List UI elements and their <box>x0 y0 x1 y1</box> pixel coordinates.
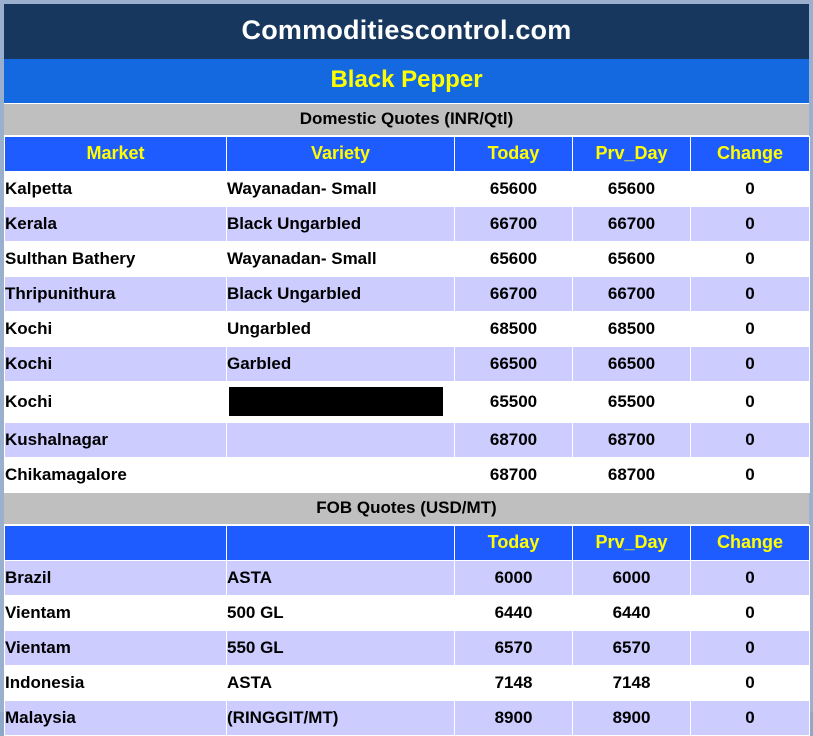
cell-market: Kochi <box>5 312 227 347</box>
cell-today: 65600 <box>455 242 573 277</box>
cell-today: 6570 <box>455 631 573 666</box>
fob-quotes-table <box>4 525 810 736</box>
cell-prv-day: 65600 <box>573 242 691 277</box>
cell-prv-day: 65500 <box>573 382 691 423</box>
cell-today: 6000 <box>455 561 573 596</box>
cell-prv-day: 8900 <box>573 701 691 736</box>
cell-change: 0 <box>691 242 810 277</box>
column-header-today: Today <box>455 137 573 172</box>
column-header-variety: Variety <box>227 137 455 172</box>
cell-grade: ASTA <box>227 561 455 596</box>
cell-variety: Black Ungarbled <box>227 207 455 242</box>
cell-today: 7148 <box>455 666 573 701</box>
table-row <box>5 561 810 596</box>
cell-market: Thripunithura <box>5 277 227 312</box>
cell-prv-day: 66700 <box>573 277 691 312</box>
column-header-change: Change <box>691 526 810 561</box>
table-row <box>5 312 810 347</box>
cell-change: 0 <box>691 458 810 493</box>
cell-variety: Ungarbled <box>227 312 455 347</box>
cell-change: 0 <box>691 277 810 312</box>
fob-section-header: FOB Quotes (USD/MT) <box>4 493 809 525</box>
domestic-quotes-table <box>4 136 810 493</box>
table-row <box>5 701 810 736</box>
cell-grade: ASTA <box>227 666 455 701</box>
report-card <box>4 4 809 736</box>
table-row <box>5 172 810 207</box>
fob-header-row <box>5 526 810 561</box>
cell-market: Kochi <box>5 382 227 423</box>
cell-today: 68500 <box>455 312 573 347</box>
cell-prv-day: 68700 <box>573 458 691 493</box>
table-row <box>5 277 810 312</box>
column-header-market: Market <box>5 137 227 172</box>
table-row <box>5 423 810 458</box>
cell-market: Kerala <box>5 207 227 242</box>
cell-prv-day: 6570 <box>573 631 691 666</box>
cell-today: 8900 <box>455 701 573 736</box>
cell-variety <box>227 458 455 493</box>
cell-origin: Vientam <box>5 596 227 631</box>
cell-variety-redacted <box>227 382 455 423</box>
redaction-block <box>229 387 443 416</box>
table-row <box>5 382 810 423</box>
cell-prv-day: 68500 <box>573 312 691 347</box>
cell-origin: Brazil <box>5 561 227 596</box>
table-row <box>5 207 810 242</box>
cell-origin: Indonesia <box>5 666 227 701</box>
cell-today: 68700 <box>455 423 573 458</box>
column-header-grade <box>227 526 455 561</box>
cell-prv-day: 66500 <box>573 347 691 382</box>
cell-change: 0 <box>691 347 810 382</box>
column-header-prv-day: Prv_Day <box>573 526 691 561</box>
cell-variety: Wayanadan- Small <box>227 172 455 207</box>
cell-change: 0 <box>691 172 810 207</box>
column-header-origin <box>5 526 227 561</box>
cell-change: 0 <box>691 423 810 458</box>
cell-change: 0 <box>691 312 810 347</box>
cell-prv-day: 7148 <box>573 666 691 701</box>
cell-variety <box>227 423 455 458</box>
cell-prv-day: 68700 <box>573 423 691 458</box>
table-row <box>5 347 810 382</box>
table-row <box>5 458 810 493</box>
cell-change: 0 <box>691 382 810 423</box>
cell-today: 6440 <box>455 596 573 631</box>
cell-today: 66500 <box>455 347 573 382</box>
cell-grade: 500 GL <box>227 596 455 631</box>
cell-origin: Malaysia <box>5 701 227 736</box>
cell-prv-day: 65600 <box>573 172 691 207</box>
cell-change: 0 <box>691 207 810 242</box>
cell-today: 65500 <box>455 382 573 423</box>
site-title: Commoditiescontrol.com <box>4 4 809 59</box>
cell-change: 0 <box>691 596 810 631</box>
commodity-title: Black Pepper <box>4 59 809 104</box>
cell-grade: (RINGGIT/MT) <box>227 701 455 736</box>
column-header-prv-day: Prv_Day <box>573 137 691 172</box>
cell-variety: Black Ungarbled <box>227 277 455 312</box>
cell-market: Kushalnagar <box>5 423 227 458</box>
cell-change: 0 <box>691 701 810 736</box>
cell-change: 0 <box>691 631 810 666</box>
cell-market: Chikamagalore <box>5 458 227 493</box>
domestic-header-row <box>5 137 810 172</box>
cell-market: Sulthan Bathery <box>5 242 227 277</box>
cell-change: 0 <box>691 561 810 596</box>
cell-prv-day: 66700 <box>573 207 691 242</box>
table-row <box>5 666 810 701</box>
table-row <box>5 596 810 631</box>
cell-grade: 550 GL <box>227 631 455 666</box>
column-header-change: Change <box>691 137 810 172</box>
cell-origin: Vientam <box>5 631 227 666</box>
table-row <box>5 631 810 666</box>
cell-prv-day: 6000 <box>573 561 691 596</box>
cell-change: 0 <box>691 666 810 701</box>
cell-market: Kochi <box>5 347 227 382</box>
column-header-today: Today <box>455 526 573 561</box>
cell-today: 66700 <box>455 207 573 242</box>
cell-today: 65600 <box>455 172 573 207</box>
cell-today: 68700 <box>455 458 573 493</box>
cell-market: Kalpetta <box>5 172 227 207</box>
domestic-section-header: Domestic Quotes (INR/Qtl) <box>4 104 809 136</box>
table-row <box>5 242 810 277</box>
cell-variety: Garbled <box>227 347 455 382</box>
cell-variety: Wayanadan- Small <box>227 242 455 277</box>
cell-today: 66700 <box>455 277 573 312</box>
cell-prv-day: 6440 <box>573 596 691 631</box>
